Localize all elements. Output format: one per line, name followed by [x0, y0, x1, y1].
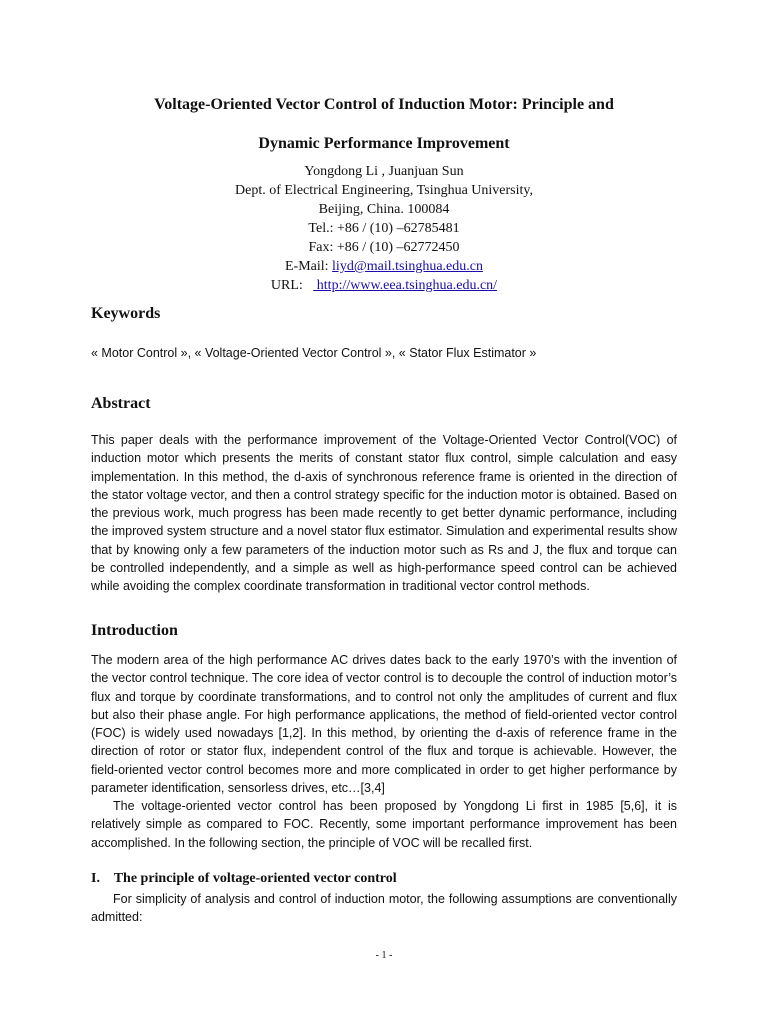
- title-line-1: Voltage-Oriented Vector Control of Induction Motor: Principle and: [154, 96, 614, 113]
- page-number: - 1 -: [375, 950, 393, 961]
- abstract-paragraph: This paper deals with the performance improvement of the Voltage-Oriented Vector Control(VOC) of induction motor which presents the merits of constant stator flux control, simple calculation and easy implementation. In this method, the d-axis of synchronous reference frame is oriented in the direction of the stator voltage vector, and then a control strategy specific for the induction motor is obtained. Based on the previous work, much progress has been made recently to get better dynamic performance, including the improved system structure and a novel stator flux estimator. Simulation and experimental results show that by knowing only a few parameters of the induction motor such as Rs and J, the flux and torque can be controlled independently, and a simple as well as high-performance speed control can be achieved while avoiding the complex coordinate transformation in traditional vector control methods.: [91, 433, 677, 594]
- email-line: [0, 258, 768, 276]
- affiliation-dept: Dept. of Electrical Engineering, Tsinghua University,: [235, 183, 533, 198]
- section-1-heading: I. The principle of voltage-oriented vector control: [91, 871, 397, 886]
- authors: Yongdong Li , Juanjuan Sun: [304, 164, 464, 179]
- keywords-heading: Keywords: [91, 305, 161, 322]
- section-1-paragraph: For simplicity of analysis and control of induction motor, the following assumptions are conventionally admitted:: [91, 892, 677, 925]
- fax: Fax: +86 / (10) –62772450: [308, 240, 460, 255]
- affiliation-city: Beijing, China. 100084: [318, 202, 450, 217]
- abstract-heading: Abstract: [91, 395, 151, 412]
- telephone: Tel.: +86 / (10) –62785481: [308, 221, 460, 236]
- url-link[interactable]: http://www.eea.tsinghua.edu.cn/: [313, 278, 498, 293]
- email-link[interactable]: liyd@mail.tsinghua.edu.cn: [332, 259, 483, 274]
- introduction-heading: Introduction: [91, 622, 178, 639]
- keywords-text: « Motor Control », « Voltage-Oriented Vector Control », « Stator Flux Estimator »: [91, 346, 537, 360]
- url-line: [0, 277, 768, 295]
- title-line-2: Dynamic Performance Improvement: [258, 135, 510, 152]
- introduction-paragraph-2: The voltage-oriented vector control has been proposed by Yongdong Li first in 1985 [5,6], it is relatively simple as compared to FOC. Recently, some important performance improvement has been accomplished. In the following section, the principle of VOC will be recalled first.: [91, 799, 677, 850]
- introduction-paragraph-1: The modern area of the high performance AC drives dates back to the early 1970’s with the invention of the vector control technique. The core idea of vector control is to decouple the control of induction motor’s flux and torque by coordinate transformations, and to control not only the amplitudes of current and flux but also their phase angle. For high performance applications, the method of field-oriented vector control (FOC) is widely used nowadays [1,2]. In this method, by orienting the d-axis of reference frame in the direction of rotor or stator flux, independent control of the flux and torque is achievable. However, the field-oriented vector control becomes more and more complicated in order to get higher performance by parameter identification, sensorless drives, etc…[3,4]: [91, 653, 677, 796]
- email-label: E-Mail:: [285, 259, 333, 274]
- url-label: URL:: [270, 278, 314, 293]
